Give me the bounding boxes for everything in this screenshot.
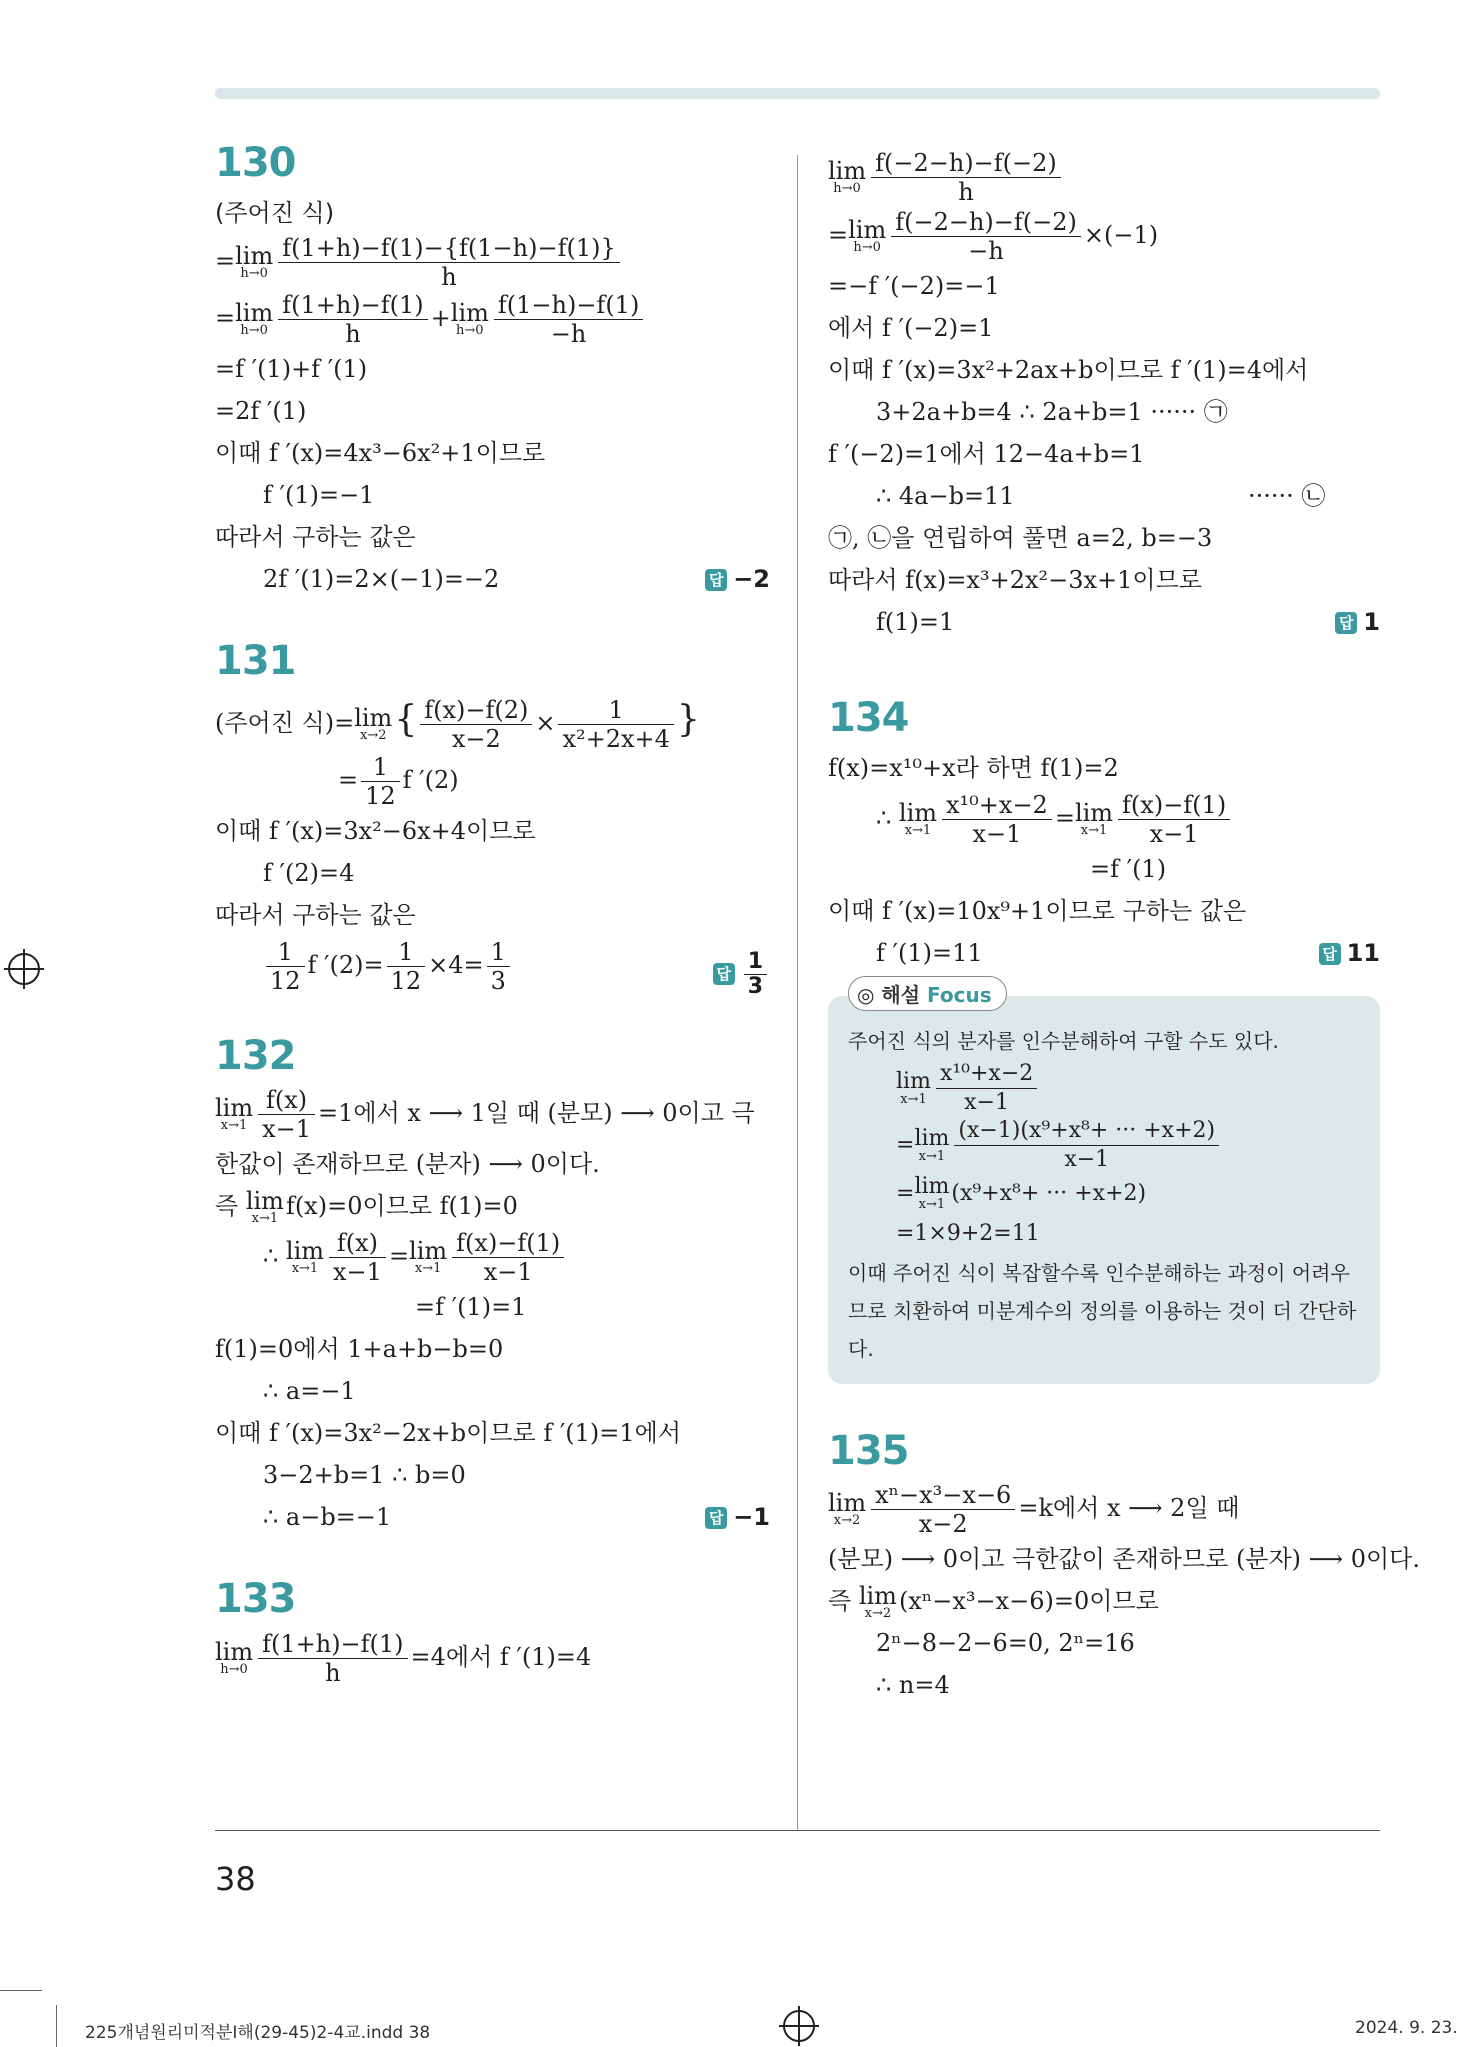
- solution-line: f ′(2)=4: [263, 859, 355, 887]
- problem-number: 130: [215, 140, 296, 186]
- left-column: [215, 140, 770, 1687]
- answer: 답 1: [1335, 601, 1380, 643]
- solution-line: =lim h→0 $\frac{f(1+h)-f(1)-\{f(1-h)-f(1)\}}{h}$: [215, 234, 770, 291]
- solution-line: =−f ′(−2)=−1: [828, 272, 1000, 300]
- problem-number: 135: [828, 1428, 909, 1474]
- solution-line: 따라서 구하는 값은: [215, 523, 416, 551]
- crop-mark: [56, 2005, 57, 2047]
- footer-filename: 225개념원리미적분Ⅰ해(29-45)2-4교.indd 38: [85, 2023, 431, 2043]
- problem-132: [215, 1033, 770, 1538]
- solution-line: 에서 f ′(−2)=1: [828, 314, 994, 342]
- solution-line: ∴ a=−1: [263, 1377, 356, 1405]
- solution-line: f ′(−2)=1에서 12−4a+b=1: [828, 440, 1145, 468]
- solution-line: f(x)=x¹⁰+x라 하면 f(1)=2: [828, 754, 1119, 782]
- solution-line: (분모) ⟶ 0이고 극한값이 존재하므로 (분자) ⟶ 0이다.: [828, 1545, 1420, 1573]
- solution-line: ∴ lim x→1 $\frac{f(x)}{x-1}$ =lim x→1 $\frac{f(x)-f(1)}{x-1}$: [215, 1227, 770, 1286]
- crop-mark: [0, 1990, 42, 1991]
- solution-line: 2f ′(1)=2×(−1)=−2 답 −2: [215, 558, 770, 600]
- problem-133-continued: [828, 148, 1380, 643]
- focus-line: lim x→1 $\frac{\text{x¹⁰+x−2}}{x-1}$: [848, 1060, 1360, 1117]
- solution-line: ∴ n=4: [876, 1671, 950, 1699]
- solution-line: 즉 lim x→1 f(x)=0이므로 f(1)=0: [215, 1186, 518, 1226]
- solution-line: $\frac{1}{12}$ f ′(2)= $\frac{1}{12}$ ×4= $\frac{1}{3}$ 답 $\frac{1}{3}$: [215, 936, 770, 995]
- solution-line: ㉠, ㉡을 연립하여 풀면 a=2, b=−3: [828, 524, 1213, 552]
- header-bar: [215, 88, 1380, 99]
- focus-text: 주어진 식의 분자를 인수분해하여 구할 수도 있다.: [848, 1029, 1279, 1053]
- solution-line: =lim h→0 $\frac{f(1+h)-f(1)}{h}$ +lim h→0 $\frac{f(1-h)-f(1)}{-h}$: [215, 291, 770, 348]
- focus-line: =lim x→1 $\frac{\text{(x−1)(x⁹+x⁸+ ··· +x+2)}}{x-1}$: [848, 1117, 1360, 1174]
- problem-130: [215, 140, 770, 600]
- solution-line: =f ′(1): [1090, 855, 1167, 883]
- focus-note-box: [828, 983, 1380, 1384]
- solution-line: 이때 f ′(x)=3x²+2ax+b이므로 f ′(1)=4에서: [828, 356, 1309, 384]
- answer-tag-icon: 답: [705, 1507, 727, 1529]
- solution-line: f(1)=0에서 1+a+b−b=0: [215, 1335, 504, 1363]
- solution-line: =lim h→0 $\frac{f(-2-h)-f(-2)}{-h}$ ×(−1): [828, 208, 1159, 265]
- solution-line: 이때 f ′(x)=4x³−6x²+1이므로: [215, 439, 546, 467]
- problem-133: [215, 1576, 770, 1687]
- bottom-rule: [215, 1830, 1380, 1831]
- answer: 답 $\frac{1}{3}$: [713, 944, 770, 1002]
- problem-134: [828, 695, 1380, 1384]
- solution-line: (주어진 식)=lim x→2 { $\frac{f(x)-f(2)}{x-2}$ × $\frac{1}{\text{x²+2x+4}}$ }: [215, 696, 700, 753]
- focus-line: =lim x→1 (x⁹+x⁸+ ··· +x+2): [896, 1174, 1147, 1212]
- focus-line: =1×9+2=11: [896, 1221, 1040, 1246]
- answer: 답 11: [1319, 932, 1380, 974]
- solution-line: =2f ′(1): [215, 397, 307, 425]
- solution-line: (주어진 식): [215, 199, 335, 227]
- solution-line: 한값이 존재하므로 (분자) ⟶ 0이다.: [215, 1150, 600, 1178]
- answer: 답 −1: [705, 1496, 770, 1538]
- solution-line: 이때 f ′(x)=3x²−6x+4이므로: [215, 817, 536, 845]
- problem-131: [215, 638, 770, 999]
- solution-line: =f ′(1)=1: [415, 1293, 527, 1321]
- footer-date: 2024. 9. 23.: [1355, 2018, 1458, 2038]
- solution-line: lim x→2 $\frac{\text{xⁿ−x³−x−6}}{x-2}$ =k에서 x ⟶ 2일 때: [828, 1481, 1240, 1538]
- problem-number: 132: [215, 1033, 296, 1079]
- problem-number: 133: [215, 1576, 296, 1622]
- solution-line: 이때 f ′(x)=10x⁹+1이므로 구하는 값은: [828, 897, 1247, 925]
- solution-line: 따라서 f(x)=x³+2x²−3x+1이므로: [828, 566, 1202, 594]
- problem-number: 134: [828, 695, 909, 741]
- answer-tag-icon: 답: [1335, 612, 1357, 634]
- solution-line: 3−2+b=1 ∴ b=0: [263, 1461, 466, 1489]
- right-column: [828, 148, 1420, 1706]
- solution-line: 즉 lim x→2 (xⁿ−x³−x−6)=0이므로: [828, 1581, 1159, 1621]
- solution-line: ∴ a−b=−1 답 −1: [215, 1496, 770, 1538]
- registration-mark-icon: [783, 2010, 815, 2042]
- solution-line: 2ⁿ−8−2−6=0, 2ⁿ=16: [876, 1629, 1135, 1657]
- solution-line: f ′(1)=11 답 11: [828, 932, 1380, 974]
- solution-line: lim h→0 $\frac{f(-2-h)-f(-2)}{h}$: [828, 148, 1380, 206]
- answer-tag-icon: 답: [1319, 943, 1341, 965]
- solution-line: f(1)=1 답 1: [828, 601, 1380, 643]
- solution-line: ∴ lim x→1 $\frac{\text{x¹⁰+x−2}}{x-1}$ =lim x→1 $\frac{f(x)-f(1)}{x-1}$: [828, 789, 1380, 848]
- column-divider: [797, 155, 798, 1830]
- solution-line: lim h→0 $\frac{f(1+h)-f(1)}{h}$ =4에서 f ′(1)=4: [215, 1630, 592, 1687]
- answer-tag-icon: 답: [713, 963, 735, 985]
- solution-line: ∴ 4a−b=11 ······ ㉡: [876, 482, 1326, 510]
- solution-line: f ′(1)=−1: [263, 481, 375, 509]
- focus-tag: ◎ 해설 Focus: [848, 976, 1007, 1011]
- problem-135: [828, 1428, 1420, 1706]
- answer-tag-icon: 답: [705, 569, 727, 591]
- solution-line: =f ′(1)+f ′(1): [215, 355, 368, 383]
- focus-text: 이때 주어진 식이 복잡할수록 인수분해하는 과정이 어려우므로 치환하여 미분계수의 정의를 이용하는 것이 더 간단하다.: [848, 1261, 1357, 1361]
- solution-line: lim x→1 $\frac{f(x)}{x-1}$ =1에서 x ⟶ 1일 때 (분모) ⟶ 0이고 극: [215, 1086, 755, 1143]
- solution-line: 따라서 구하는 값은: [215, 901, 416, 929]
- target-icon: ◎: [857, 983, 882, 1007]
- solution-line: 이때 f ′(x)=3x²−2x+b이므로 f ′(1)=1에서: [215, 1419, 682, 1447]
- problem-number: 131: [215, 638, 296, 684]
- solution-line: 3+2a+b=4 ∴ 2a+b=1 ······ ㉠: [876, 398, 1228, 426]
- answer: 답 −2: [705, 558, 770, 600]
- solution-line: = $\frac{1}{12}$ f ′(2): [338, 753, 459, 810]
- registration-mark-icon: [8, 953, 40, 985]
- page-number: 38: [215, 1860, 256, 1898]
